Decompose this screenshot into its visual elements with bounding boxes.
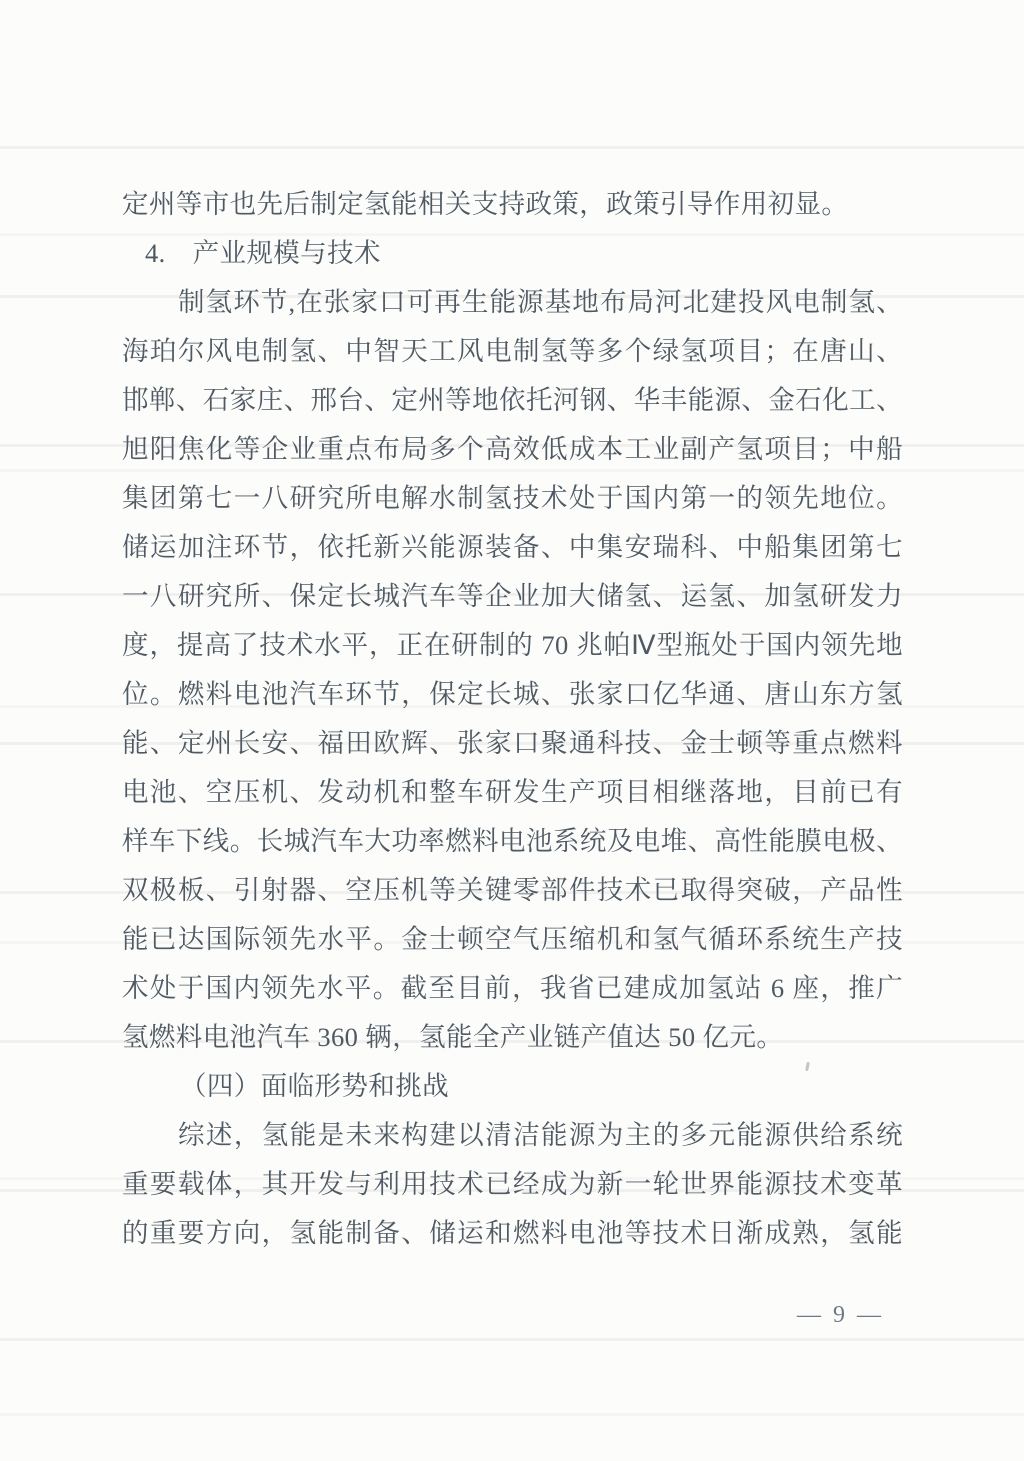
- page-number: — 9 —: [797, 1302, 884, 1328]
- text-line: 氢燃料电池汽车 360 辆，氢能全产业链产值达 50 亿元。: [122, 1022, 784, 1052]
- text-line: 的重要方向，氢能制备、储运和燃料电池等技术日渐成熟，氢能: [122, 1218, 903, 1248]
- text-line: 位。燃料电池汽车环节，保定长城、张家口亿华通、唐山东方氢: [122, 679, 903, 709]
- text-line: 样车下线。长城汽车大功率燃料电池系统及电堆、高性能膜电极、: [122, 826, 903, 856]
- text-line: 能、定州长安、福田欧辉、张家口聚通科技、金士顿等重点燃料: [122, 728, 903, 758]
- text-line: 旭阳焦化等企业重点布局多个高效低成本工业副产氢项目；中船: [122, 434, 903, 464]
- text-line: 海珀尔风电制氢、中智天工风电制氢等多个绿氢项目；在唐山、: [122, 336, 903, 366]
- text-line: 集团第七一八研究所电解水制氢技术处于国内第一的领先地位。: [122, 483, 903, 513]
- text-line: 综述，氢能是未来构建以清洁能源为主的多元能源供给系统: [178, 1120, 903, 1150]
- text-line: 邯郸、石家庄、邢台、定州等地依托河钢、华丰能源、金石化工、: [122, 385, 903, 415]
- text-line: 电池、空压机、发动机和整车研发生产项目相继落地，目前已有: [122, 777, 903, 807]
- text-line: 储运加注环节，依托新兴能源装备、中集安瑞科、中船集团第七: [122, 532, 903, 562]
- text-line: 能已达国际领先水平。金士顿空气压缩机和氢气循环系统生产技: [122, 924, 903, 954]
- text-line: 度，提高了技术水平，正在研制的 70 兆帕Ⅳ型瓶处于国内领先地: [122, 630, 903, 660]
- text-line: 制氢环节,在张家口可再生能源基地布局河北建投风电制氢、: [178, 287, 903, 317]
- text-line: 双极板、引射器、空压机等关键零部件技术已取得突破，产品性: [122, 875, 903, 905]
- text-block: [122, 180, 903, 1258]
- text-line: 定州等市也先后制定氢能相关支持政策，政策引导作用初显。: [122, 189, 849, 219]
- heading-situation-challenges: （四）面临形势和挑战: [180, 1071, 449, 1101]
- text-line: 术处于国内领先水平。截至目前，我省已建成加氢站 6 座，推广: [122, 973, 903, 1003]
- heading-industry-scale: 4. 产业规模与技术: [145, 238, 381, 268]
- text-line: 一八研究所、保定长城汽车等企业加大储氢、运氢、加氢研发力: [122, 581, 903, 611]
- text-line: 重要载体，其开发与利用技术已经成为新一轮世界能源技术变革: [122, 1169, 903, 1199]
